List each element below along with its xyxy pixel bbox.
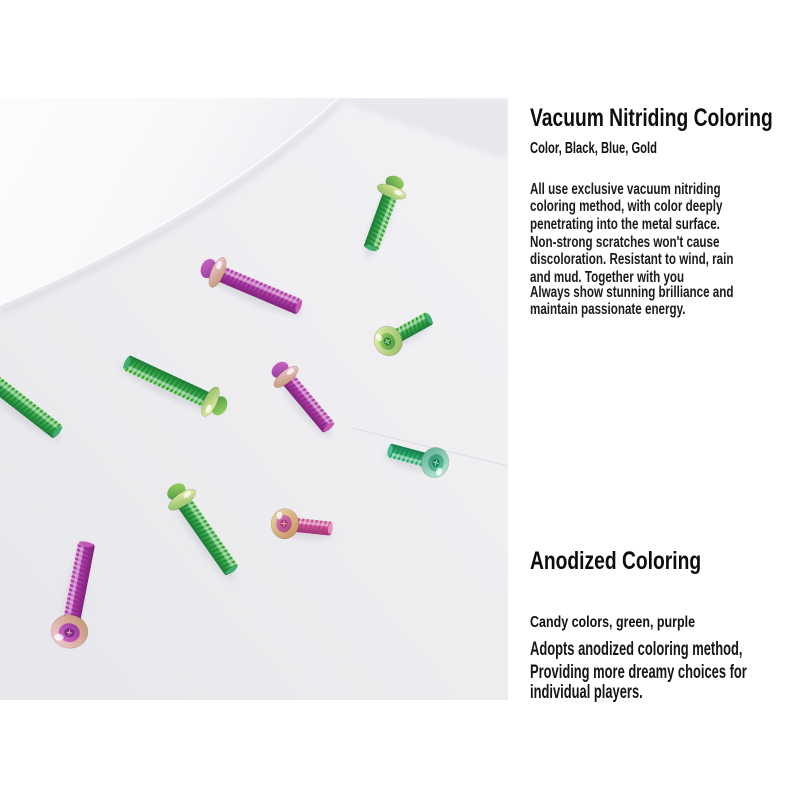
text-line: Adopts anodized coloring method, [530, 639, 743, 660]
section-nitriding-subtitle: Color, Black, Blue, Gold [530, 140, 657, 157]
text-line: discoloration. Resistant to wind, rain [530, 251, 734, 269]
section-anodized-subtitle: Candy colors, green, purple [530, 614, 696, 631]
nitriding-paragraph-3 [530, 284, 733, 319]
anodized-paragraph-1 [530, 640, 742, 660]
anodized-paragraph-2 [530, 663, 747, 703]
text-line: maintain passionate energy. [530, 301, 686, 319]
nitriding-paragraph-2 [530, 234, 733, 286]
text-line: All use exclusive vacuum nitriding [530, 181, 721, 198]
nitriding-paragraph-1 [530, 181, 722, 233]
text-line: Always show stunning brilliance and [530, 284, 734, 301]
product-photo-svg [0, 98, 508, 700]
section-anodized-title: Anodized Coloring [530, 547, 702, 575]
section-nitriding-title: Vacuum Nitriding Coloring [530, 104, 773, 132]
text-line: Providing more dreamy choices for [530, 662, 747, 683]
text-line: penetrating into the metal surface. [530, 215, 720, 233]
text-line: Non-strong scratches won't cause [530, 234, 720, 251]
text-line: and mud. Together with you [530, 268, 685, 286]
product-photo [0, 98, 508, 700]
text-line: individual players. [530, 682, 643, 703]
text-line: coloring method, with color deeply [530, 198, 723, 216]
